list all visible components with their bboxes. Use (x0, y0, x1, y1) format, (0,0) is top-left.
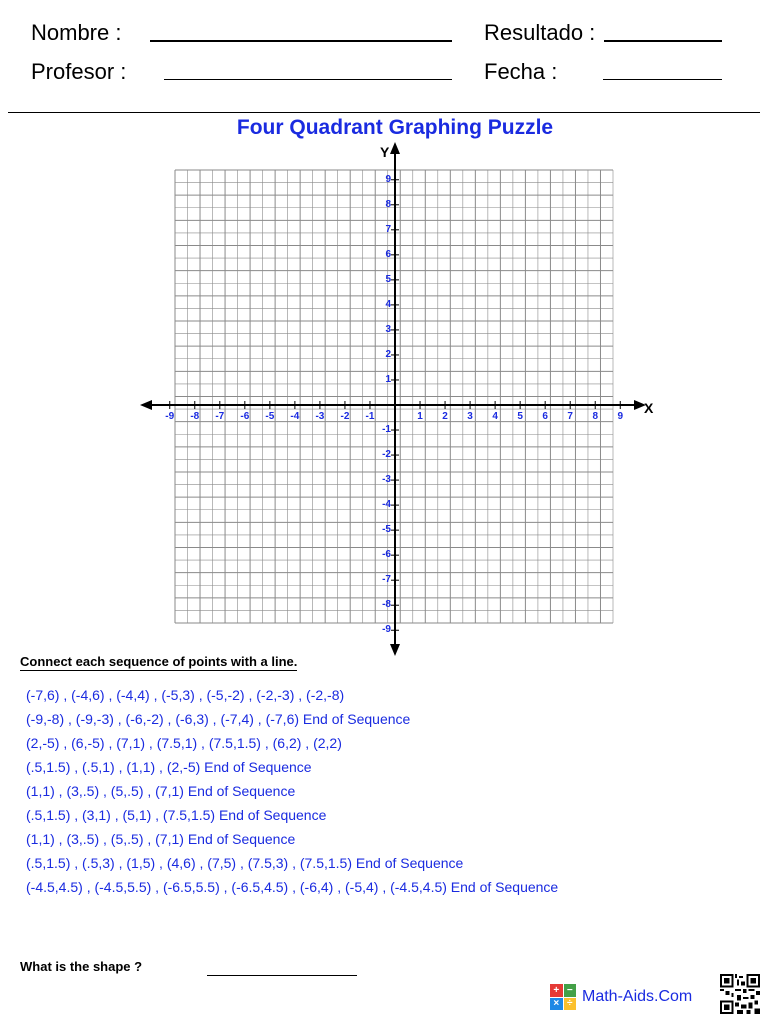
sequence-item: (1,1) , (3,.5) , (5,.5) , (7,1) End of Sequence (26, 831, 296, 847)
y-tick-label: -9 (382, 624, 391, 636)
y-axis-arrow-down (390, 644, 400, 656)
x-tick-label: -8 (190, 411, 200, 422)
qr-code-icon (720, 974, 760, 1014)
x-tick-label: 3 (467, 411, 473, 422)
y-tick-label: -5 (382, 524, 391, 536)
sequence-item: (.5,1.5) , (.5,3) , (1,5) , (4,6) , (7,5) , (7.5,3) , (7.5,1.5) End of Sequence (26, 855, 464, 871)
x-tick-label: -6 (240, 411, 250, 422)
teacher-label: Profesor : (31, 59, 127, 84)
y-tick-label: -4 (382, 499, 391, 511)
sequence-item: (1,1) , (3,.5) , (5,.5) , (7,1) End of Sequence (26, 783, 296, 799)
teacher-field-line[interactable] (164, 79, 452, 80)
y-tick-label: -2 (382, 449, 391, 461)
x-tick-label: -5 (265, 411, 275, 422)
divide-symbol: ÷ (564, 998, 577, 1011)
sequence-item: (.5,1.5) , (.5,1) , (1,1) , (2,-5) End of Sequence (26, 759, 312, 775)
header-divider (8, 112, 760, 113)
y-tick-label: -8 (382, 599, 391, 611)
shape-answer-line[interactable] (207, 975, 357, 976)
worksheet-title: Four Quadrant Graphing Puzzle (236, 116, 554, 139)
shape-question: What is the shape ? (20, 959, 143, 974)
y-tick-label: 8 (385, 198, 391, 210)
y-tick-label: 5 (385, 273, 391, 285)
x-tick-label: 4 (492, 411, 498, 422)
y-axis-arrow-up (390, 142, 400, 154)
sequence-list (26, 685, 558, 901)
x-tick-label: -1 (365, 411, 375, 422)
y-tick-label: 3 (385, 323, 391, 335)
sequence-item: (-7,6) , (-4,6) , (-4,4) , (-5,3) , (-5,-2) , (-2,-3) , (-2,-8) (26, 687, 345, 703)
y-tick-label: 1 (385, 373, 391, 385)
x-axis-label: X (644, 400, 654, 416)
name-label: Nombre : (31, 20, 122, 45)
x-tick-label: -2 (340, 411, 350, 422)
x-tick-label: 9 (617, 411, 624, 422)
instructions-heading: Connect each sequence of points with a line. (20, 654, 298, 669)
brand-text: Math-Aids.Com (582, 988, 693, 1005)
x-tick-label: 5 (517, 411, 523, 422)
y-tick-label: -3 (382, 474, 391, 486)
calculator-icon (550, 984, 576, 1010)
date-label: Fecha : (484, 59, 558, 84)
x-tick-label: -9 (165, 411, 175, 422)
sequence-item: (-4.5,4.5) , (-4.5,5.5) , (-6.5,5.5) , (-6.5,4.5) , (-6,4) , (-5,4) , (-4.5,4.5) End of Sequence (26, 879, 559, 895)
date-field-line[interactable] (603, 79, 722, 80)
y-tick-label: -6 (382, 549, 391, 561)
y-axis-label: Y (380, 144, 390, 160)
x-tick-label: 7 (567, 411, 573, 422)
x-tick-label: 2 (442, 411, 448, 422)
result-field-line[interactable] (604, 40, 722, 42)
coordinate-plane (140, 140, 660, 660)
x-tick-label: 8 (592, 411, 599, 422)
plus-symbol: + (550, 984, 563, 997)
y-tick-label: 7 (385, 223, 391, 235)
y-tick-label: 2 (385, 348, 391, 360)
sequence-item: (.5,1.5) , (3,1) , (5,1) , (7.5,1.5) End of Sequence (26, 807, 327, 823)
name-field-line[interactable] (150, 40, 452, 42)
y-tick-label: 4 (385, 298, 391, 310)
y-tick-label: -7 (382, 574, 391, 586)
x-tick-label: -4 (290, 411, 300, 422)
x-tick-label: -7 (215, 411, 225, 422)
minus-symbol: − (564, 984, 577, 997)
y-tick-label: 9 (385, 173, 391, 185)
x-tick-label: -3 (315, 411, 325, 422)
brand-logo[interactable] (550, 984, 692, 1010)
y-tick-label: -1 (382, 424, 391, 436)
result-label: Resultado : (484, 20, 596, 45)
x-axis-arrow-left (140, 400, 152, 410)
sequence-item: (2,-5) , (6,-5) , (7,1) , (7.5,1) , (7.5,1.5) , (6,2) , (2,2) (26, 735, 342, 751)
x-tick-label: 6 (542, 411, 548, 422)
times-symbol: × (550, 998, 563, 1011)
x-tick-label: 1 (417, 411, 423, 422)
y-tick-label: 6 (385, 248, 391, 260)
sequence-item: (-9,-8) , (-9,-3) , (-6,-2) , (-6,3) , (-7,4) , (-7,6) End of Sequence (26, 711, 411, 727)
